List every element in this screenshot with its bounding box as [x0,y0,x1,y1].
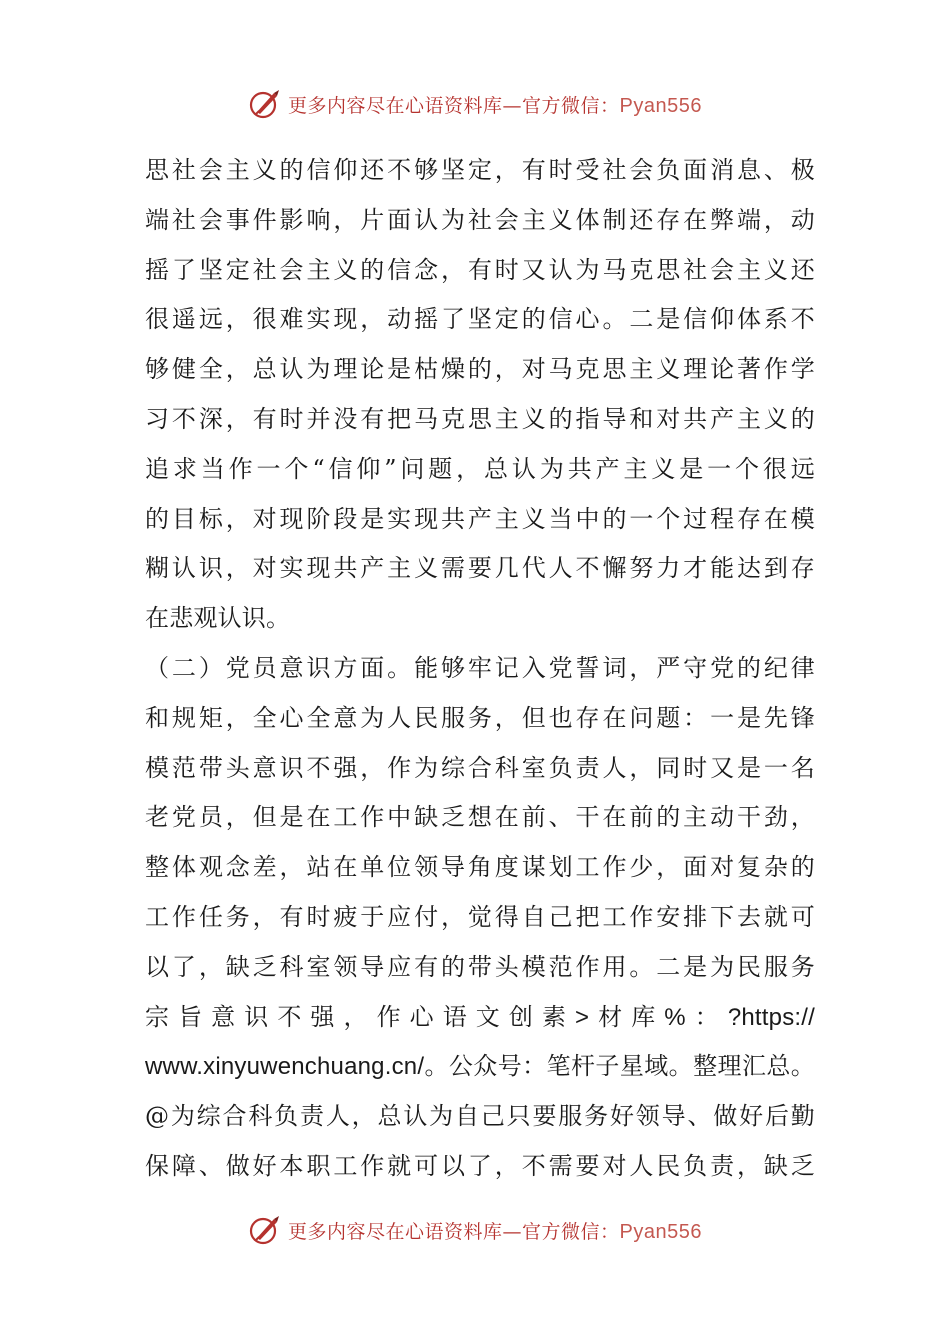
text-line: 思社会主义的信仰还不够坚定，有时受社会负面消息、极 [145,156,815,184]
text-line: 摇了坚定社会主义的信念，有时又认为马克思社会主义还 [145,255,815,284]
text-line: 以了，缺乏科室领导应有的带头模范作用。二是为民服务 [145,952,815,981]
text-line: 端社会事件影响，片面认为社会主义体制还存在弊端，动 [145,205,815,234]
header-banner [0,84,950,124]
document-body [145,146,815,1192]
text-line: 的目标，对现阶段是实现共产主义当中的一个过程存在模 [145,504,815,533]
text-line: 宗旨意识不强，作心语文创素>材库%：?https:// [145,1003,815,1031]
text-line: 保障、做好本职工作就可以了，不需要对人民负责，缺乏 [145,1151,815,1180]
text-line: 整体观念差，站在单位领导角度谋划工作少，面对复杂的 [145,853,815,882]
text-line: @为综合科负责人，总认为自己只要服务好领导、做好后勤 [145,1102,815,1131]
text-line: 很遥远，很难实现，动摇了坚定的信心。二是信仰体系不 [145,305,815,334]
footer-banner [0,1210,950,1250]
text-line: 和规矩，全心全意为人民服务，但也存在问题：一是先锋 [145,703,815,732]
footer-banner-text: 更多内容尽在心语资料库—官方微信：Pyan556 [288,1220,702,1243]
text-line: 工作任务，有时疲于应付，觉得自己把工作安排下去就可 [145,902,815,931]
wechat-id: Pyan556 [619,1220,702,1243]
quill-pen-logo-icon [248,1213,282,1247]
text-line: 追求当作一个“信仰”问题，总认为共产主义是一个很远 [145,454,815,483]
text-line: www.xinyuwenchuang.cn/。公众号：笔杆子星域。整理汇总。 [145,1053,815,1081]
text-line: （二）党员意识方面。能够牢记入党誓词，严守党的纪律 [145,653,815,682]
text-line: 糊认识，对实现共产主义需要几代人不懈努力才能达到存 [145,554,815,583]
wechat-id: Pyan556 [619,94,702,117]
quill-pen-logo-icon [248,87,282,121]
text-line: 模范带头意识不强，作为综合科室负责人，同时又是一名 [145,753,815,782]
text-line: 够健全，总认为理论是枯燥的，对马克思主义理论著作学 [145,355,815,384]
text-line: 习不深，有时并没有把马克思主义的指导和对共产主义的 [145,404,815,433]
text-line: 在悲观认识。 [145,604,291,633]
header-banner-text: 更多内容尽在心语资料库—官方微信：Pyan556 [288,94,702,117]
text-line: 老党员，但是在工作中缺乏想在前、干在前的主动干劲， [145,803,815,832]
